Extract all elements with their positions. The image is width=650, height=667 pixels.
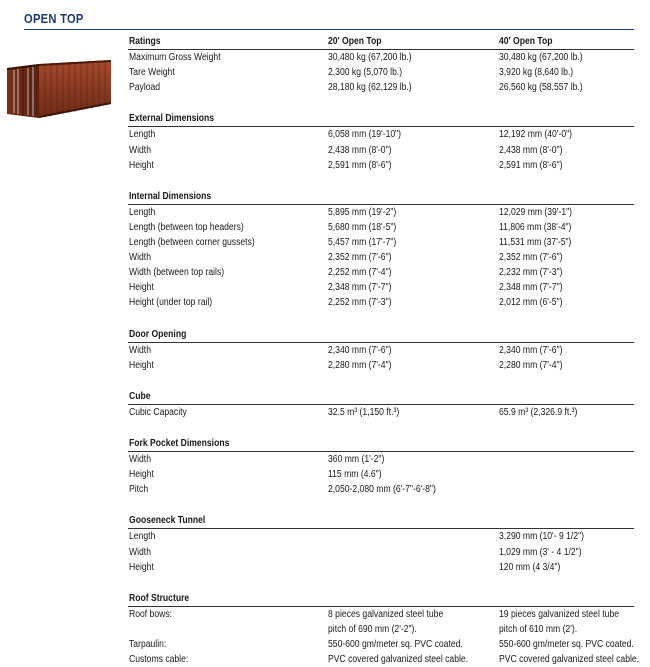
value-40ft: 65.9 m³ (2,326.9 ft.³) — [499, 406, 578, 418]
section-title: External Dimensions — [129, 113, 215, 125]
value-20ft: 115 mm (4.6") — [328, 469, 382, 481]
value-40ft: 2,591 mm (8'-6") — [499, 159, 563, 171]
table-row — [128, 637, 634, 652]
spec-section — [128, 189, 634, 311]
table-row — [128, 358, 634, 373]
row-label: Length — [129, 129, 156, 141]
value-40ft: 12,192 mm (40'-0") — [499, 129, 573, 141]
value-20ft: 2,348 mm (7'-7") — [328, 282, 392, 294]
value-20ft: 5,457 mm (17'-7") — [328, 237, 397, 249]
spec-section — [128, 513, 634, 574]
row-label: Height — [129, 469, 154, 481]
value-40ft: 3,290 mm (10'- 9 1/2") — [499, 531, 585, 543]
section-title: Cube — [129, 390, 151, 402]
value-20ft: 32.5 m³ (1,150 ft.³) — [328, 406, 400, 418]
row-label: Width — [129, 344, 151, 356]
value-20ft: 2,280 mm (7'-4") — [328, 359, 392, 371]
table-row — [128, 280, 634, 295]
spec-section — [128, 327, 634, 373]
section-title: Fork Pocket Dimensions — [129, 437, 230, 449]
value-40ft: 2,280 mm (7'-4") — [499, 359, 563, 371]
spec-section — [128, 591, 640, 667]
table-row — [128, 452, 634, 467]
section-gap — [128, 497, 634, 513]
row-label: Length (between corner gussets) — [129, 237, 255, 249]
value-40ft: 2,012 mm (6'-5") — [499, 297, 563, 309]
value-40ft: PVC covered galvanized steel cable. — [499, 654, 640, 666]
table-row — [128, 143, 634, 158]
value-40ft: 2,232 mm (7'-3") — [499, 267, 563, 279]
row-label: Maximum Gross Weight — [129, 52, 221, 64]
column-header: 20' Open Top — [328, 36, 382, 47]
table-row — [128, 50, 634, 65]
value-20ft: 5,895 mm (19'-2") — [328, 206, 397, 218]
value-20ft: 2,300 kg (5,070 lb.) — [328, 67, 403, 79]
column-header: 40' Open Top — [499, 36, 553, 47]
value-40ft: 1,029 mm (3' - 4 1/2") — [499, 546, 582, 558]
value-20ft: 2,340 mm (7'-6") — [328, 344, 392, 356]
section-title: Gooseneck Tunnel — [129, 515, 206, 527]
row-label: Height — [129, 359, 154, 371]
table-row — [128, 235, 634, 250]
row-label: Height (under top rail) — [129, 297, 213, 309]
section-title: Roof Structure — [129, 592, 190, 604]
row-label: Tare Weight — [129, 67, 175, 79]
spec-section — [128, 436, 634, 497]
table-row — [128, 607, 634, 622]
table-row — [128, 250, 634, 265]
value-40ft: 2,340 mm (7'-6") — [499, 344, 563, 356]
section-title: Door Opening — [129, 328, 187, 340]
title-divider — [24, 29, 634, 30]
value-40ft: 3,920 kg (8,640 lb.) — [499, 67, 574, 79]
table-row — [128, 652, 640, 667]
section-header — [128, 111, 634, 127]
section-gap — [128, 95, 634, 111]
section-header — [128, 436, 634, 452]
table-row — [128, 560, 634, 575]
table-row — [128, 545, 634, 560]
row-label: Height — [129, 159, 154, 171]
spec-section — [128, 111, 634, 172]
value-20ft: 6,058 mm (19'-10") — [328, 129, 402, 141]
row-label: Width — [129, 252, 151, 264]
section-header — [128, 513, 634, 529]
value-20ft: 8 pieces galvanized steel tube — [328, 608, 444, 620]
value-40ft: 12,029 mm (39'-1") — [499, 206, 573, 218]
value-20ft: 2,252 mm (7'-3") — [328, 297, 392, 309]
value-40ft: 30,480 kg (67,200 lb.) — [499, 52, 583, 64]
value-20ft: 550-600 gm/meter sq. PVC coated. — [328, 639, 463, 650]
row-label: Tarpaulin: — [129, 639, 167, 650]
value-20ft: pitch of 690 mm (2'-2"). — [328, 623, 417, 635]
table-row — [128, 265, 634, 280]
section-gap — [128, 575, 634, 591]
section-gap — [128, 173, 634, 189]
value-20ft: 2,438 mm (8'-0") — [328, 144, 392, 156]
value-20ft: 30,480 kg (67,200 lb.) — [328, 52, 412, 64]
value-40ft: 2,348 mm (7'-7") — [499, 282, 563, 294]
row-label: Length — [129, 531, 156, 543]
table-row — [128, 467, 634, 482]
section-header — [128, 34, 634, 50]
row-label: Height — [129, 561, 154, 573]
row-label: Customs cable: — [129, 654, 189, 666]
table-row — [128, 529, 634, 544]
section-gap — [128, 420, 634, 436]
section-header — [128, 189, 634, 205]
page-title: OPEN TOP — [24, 11, 84, 26]
value-20ft: PVC covered galvanized steel cable. — [328, 654, 469, 666]
row-label: Width (between top rails) — [129, 267, 225, 279]
table-row — [128, 295, 634, 310]
value-40ft: 11,806 mm (38'-4") — [499, 221, 572, 233]
table-row — [128, 482, 634, 497]
value-40ft: 11,531 mm (37'-5") — [499, 237, 572, 249]
section-header — [128, 389, 634, 405]
table-row — [128, 65, 634, 80]
value-40ft: 120 mm (4 3/4") — [499, 561, 561, 573]
section-title: Internal Dimensions — [129, 190, 212, 202]
value-20ft: 360 mm (1'-2") — [328, 454, 385, 466]
row-label: Width — [129, 454, 151, 466]
table-row — [128, 220, 634, 235]
table-row — [128, 80, 634, 95]
value-20ft: 2,252 mm (7'-4") — [328, 267, 392, 279]
section-gap — [128, 373, 634, 389]
row-label: Length — [129, 206, 156, 218]
value-20ft: 2,591 mm (8'-6") — [328, 159, 392, 171]
value-20ft: 2,050-2,080 mm (6'-7"-6'-8") — [328, 484, 436, 496]
table-row — [128, 205, 634, 220]
table-row — [128, 405, 634, 420]
row-label: Roof bows: — [129, 608, 173, 620]
table-row — [128, 127, 634, 142]
table-row — [128, 622, 634, 637]
spec-table — [128, 34, 640, 667]
section-header — [128, 327, 634, 343]
table-row — [128, 343, 634, 358]
row-label: Length (between top headers) — [129, 221, 244, 233]
row-label: Payload — [129, 82, 161, 94]
value-20ft: 28,180 kg (62,129 lb.) — [328, 82, 412, 94]
table-row — [128, 158, 634, 173]
shipping-container-image — [5, 56, 113, 122]
value-40ft: 19 pieces galvanized steel tube — [499, 608, 620, 620]
value-40ft: 550-600 gm/meter sq. PVC coated. — [499, 639, 634, 650]
value-40ft: pitch of 610 mm (2'). — [499, 623, 578, 635]
row-label: Pitch — [129, 484, 149, 496]
section-gap — [128, 311, 634, 327]
value-40ft: 26,560 kg (58,557 lb.) — [499, 82, 583, 94]
value-20ft: 2,352 mm (7'-6") — [328, 252, 392, 264]
section-title: Ratings — [129, 36, 161, 47]
row-label: Height — [129, 282, 154, 294]
row-label: Width — [129, 546, 151, 558]
spec-section — [128, 389, 634, 420]
section-header — [128, 591, 634, 607]
value-40ft: 2,352 mm (7'-6") — [499, 252, 563, 264]
row-label: Width — [129, 144, 151, 156]
row-label: Cubic Capacity — [129, 406, 187, 418]
spec-section — [128, 34, 634, 95]
value-40ft: 2,438 mm (8'-0") — [499, 144, 563, 156]
value-20ft: 5,680 mm (18'-5") — [328, 221, 397, 233]
